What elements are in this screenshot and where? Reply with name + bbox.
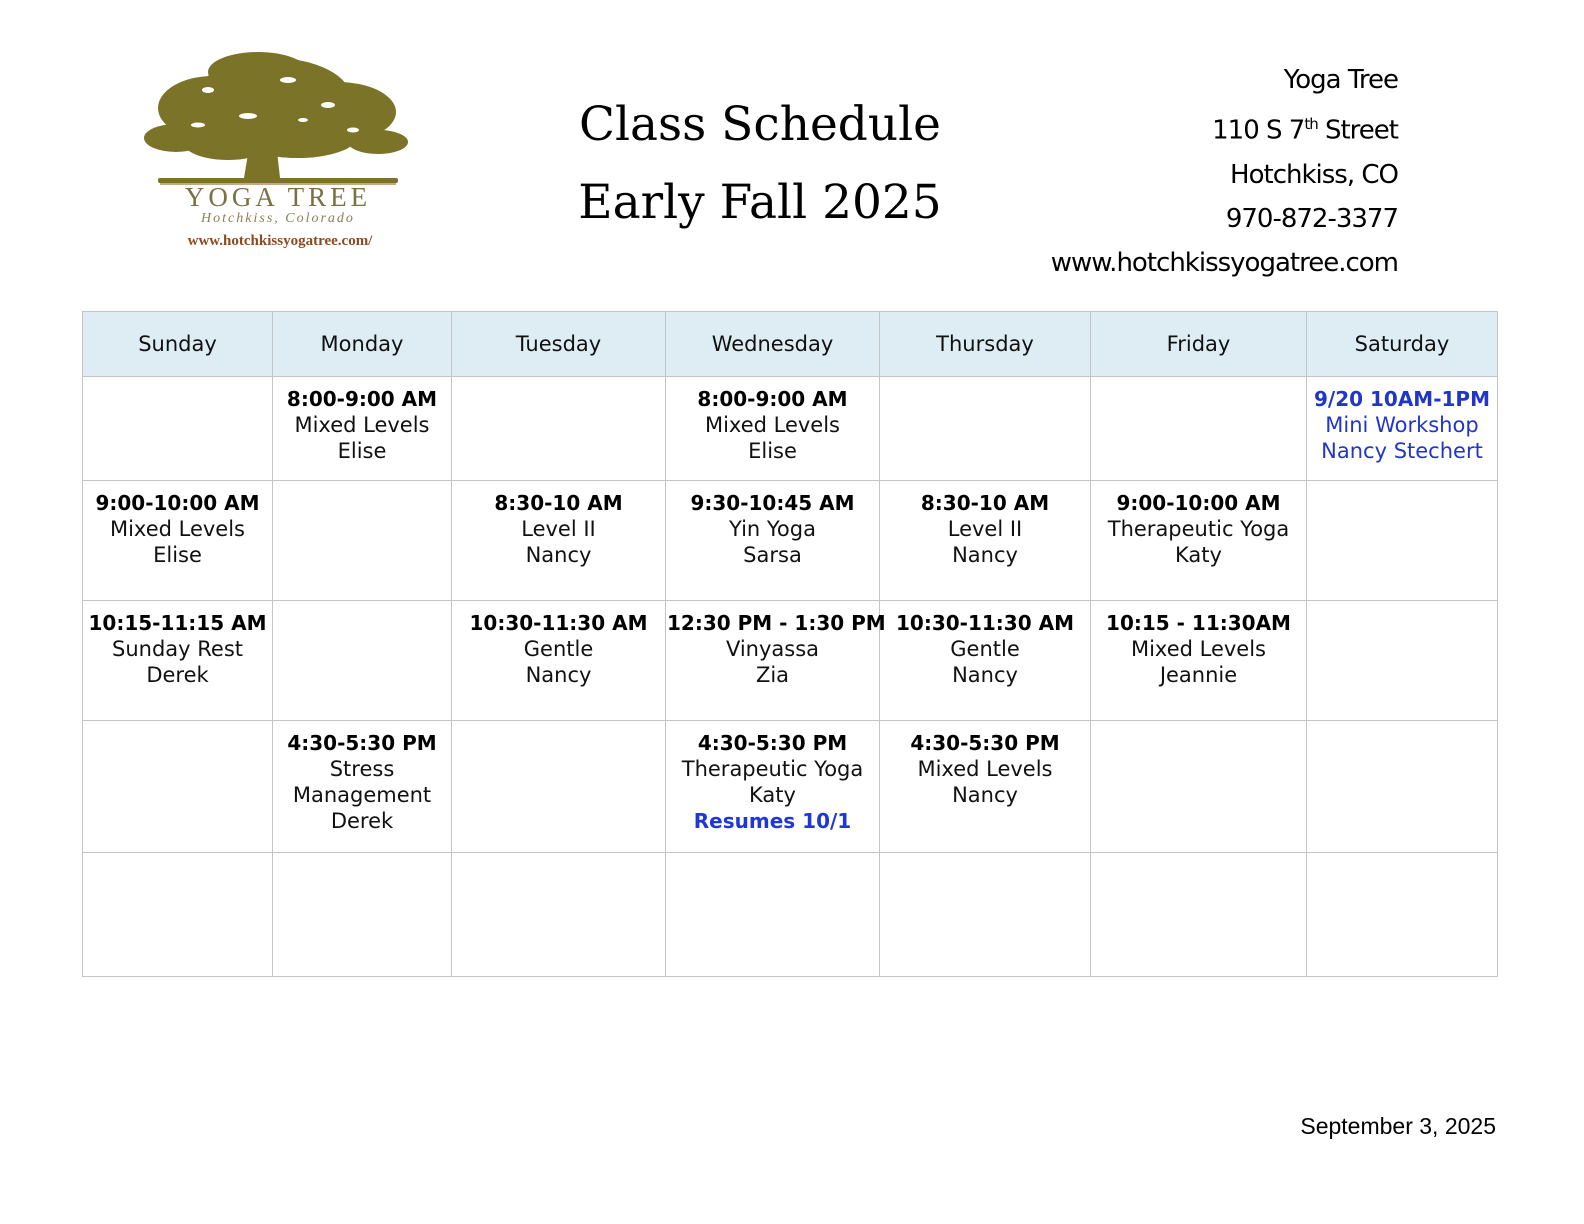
studio-phone: 970-872-3377 [1225, 203, 1398, 234]
class-time: 9/20 10AM-1PM [1313, 387, 1490, 411]
class-name: Gentle [950, 637, 1020, 661]
schedule-cell-monday [273, 721, 452, 853]
schedule-cell-monday [273, 601, 452, 721]
class-instructor: Nancy [952, 663, 1018, 687]
day-header-sunday: Sunday [83, 312, 273, 377]
class-time: 10:15 - 11:30AM [1106, 611, 1291, 635]
schedule-cell-thursday [880, 481, 1091, 601]
logo-url: www.hotchkissyogatree.com/ [187, 233, 373, 249]
schedule-cell-saturday [1307, 853, 1498, 977]
day-header-wednesday: Wednesday [666, 312, 880, 377]
schedule-cell-sunday [83, 721, 273, 853]
class-time: 8:00-9:00 AM [697, 387, 848, 411]
class-time: 4:30-5:30 PM [287, 731, 437, 755]
schedule-cell-friday [1091, 853, 1307, 977]
schedule-cell-monday [273, 853, 452, 977]
class-name: Mixed Levels [917, 757, 1053, 781]
class-instructor: Sarsa [743, 543, 802, 567]
schedule-cell-saturday [1307, 481, 1498, 601]
class-time: 9:00-10:00 AM [1116, 491, 1281, 515]
class-instructor: Nancy [952, 543, 1018, 567]
class-instructor: Nancy [525, 543, 592, 567]
class-time: 10:30-11:30 AM [469, 611, 648, 635]
class-time: 4:30-5:30 PM [910, 731, 1060, 755]
class-instructor: Elise [337, 439, 387, 463]
class-name: Vinyassa [725, 637, 820, 661]
schedule-cell-tuesday [452, 377, 666, 481]
class-name: Yin Yoga [729, 517, 816, 541]
schedule-cell-friday [1091, 601, 1307, 721]
class-name: Mixed Levels [1130, 637, 1267, 661]
class-time: 12:30 PM - 1:30 PM [667, 611, 886, 635]
schedule-row [83, 721, 1498, 853]
title-line-2: Early Fall 2025 [578, 175, 942, 230]
schedule-cell-tuesday [452, 721, 666, 853]
class-time: 8:30-10 AM [494, 491, 623, 515]
class-instructor: Nancy Stechert [1321, 439, 1483, 463]
class-name: Therapeutic Yoga [681, 757, 864, 781]
schedule-cell-wednesday [666, 481, 880, 601]
day-header-saturday: Saturday [1307, 312, 1498, 377]
schedule-cell-thursday [880, 377, 1091, 481]
schedule-cell-saturday [1307, 601, 1498, 721]
class-instructor: Nancy [952, 783, 1018, 807]
class-name: Management [292, 783, 432, 807]
schedule-row [83, 853, 1498, 977]
schedule-cell-sunday [83, 601, 273, 721]
schedule-cell-wednesday [666, 601, 886, 721]
class-time: 9:30-10:45 AM [690, 491, 855, 515]
class-instructor: Nancy [525, 663, 592, 687]
schedule-cell-sunday [83, 853, 273, 977]
title-line-1: Class Schedule [578, 97, 941, 152]
schedule-cell-monday [273, 377, 452, 481]
class-name: Level II [947, 517, 1023, 541]
class-instructor: Elise [748, 439, 797, 463]
page-title [540, 86, 980, 242]
schedule-cell-friday [1091, 721, 1307, 853]
logo-title: YOGA TREE [184, 182, 372, 212]
class-instructor: Derek [146, 663, 209, 687]
schedule-cell-friday [1091, 377, 1307, 481]
schedule-row [83, 377, 1498, 481]
class-name: Mixed Levels [294, 413, 430, 437]
schedule-cell-tuesday [452, 601, 666, 721]
class-time: 8:30-10 AM [920, 491, 1050, 515]
studio-street: 110 S 7th Street [1212, 115, 1398, 146]
schedule-cell-friday [1091, 481, 1307, 601]
class-name: Mixed Levels [109, 517, 246, 541]
schedule-cell-wednesday [666, 853, 880, 977]
schedule-cell-monday [273, 481, 452, 601]
schedule-cell-wednesday [666, 377, 880, 481]
class-time: 10:15-11:15 AM [88, 611, 267, 635]
class-time: 9:00-10:00 AM [95, 491, 260, 515]
studio-address [1051, 58, 1398, 285]
schedule-cell-saturday [1307, 721, 1498, 853]
class-name: Gentle [523, 637, 594, 661]
class-name: Level II [521, 517, 596, 541]
schedule-row [83, 481, 1498, 601]
class-schedule-table [82, 311, 1498, 977]
tree-icon [138, 50, 418, 185]
day-header-friday: Friday [1091, 312, 1307, 377]
schedule-row [83, 601, 1498, 721]
class-instructor: Derek [330, 809, 394, 833]
schedule-cell-sunday [83, 377, 273, 481]
schedule-cell-tuesday [452, 853, 666, 977]
date-stamp: September 3, 2025 [1300, 1113, 1496, 1139]
day-header-monday: Monday [273, 312, 452, 377]
class-instructor: Katy [1175, 543, 1222, 567]
day-header-row [83, 312, 1498, 377]
schedule-cell-tuesday [452, 481, 666, 601]
schedule-cell-thursday [880, 853, 1091, 977]
class-instructor: Katy [749, 783, 796, 807]
studio-name: Yoga Tree [1283, 65, 1398, 95]
schedule-cell-sunday [83, 481, 273, 601]
class-name: Sunday Rest [112, 637, 243, 661]
class-time: 10:30-11:30 AM [896, 611, 1074, 635]
day-header-thursday: Thursday [880, 312, 1091, 377]
yoga-tree-logo [138, 50, 418, 260]
class-instructor: Jeannie [1159, 663, 1238, 687]
class-instructor: Zia [755, 663, 790, 687]
day-header-tuesday: Tuesday [452, 312, 666, 377]
schedule-cell-thursday [880, 721, 1091, 853]
studio-city: Hotchkiss, CO [1230, 159, 1398, 190]
class-name: Mini Workshop [1325, 413, 1479, 437]
schedule-cell-thursday [880, 601, 1091, 721]
schedule-cell-saturday [1307, 377, 1498, 481]
class-name: Therapeutic Yoga [1107, 517, 1290, 541]
class-time: 4:30-5:30 PM [697, 731, 848, 755]
class-name: Stress [329, 757, 395, 781]
class-name: Mixed Levels [704, 413, 841, 437]
class-instructor: Elise [153, 543, 202, 567]
logo-subtitle: Hotchkiss, Colorado [201, 211, 355, 226]
class-time: 8:00-9:00 AM [286, 387, 438, 411]
class-note: Resumes 10/1 [693, 809, 852, 833]
schedule-cell-wednesday [666, 721, 880, 853]
studio-website: www.hotchkissyogatree.com [1050, 247, 1398, 278]
